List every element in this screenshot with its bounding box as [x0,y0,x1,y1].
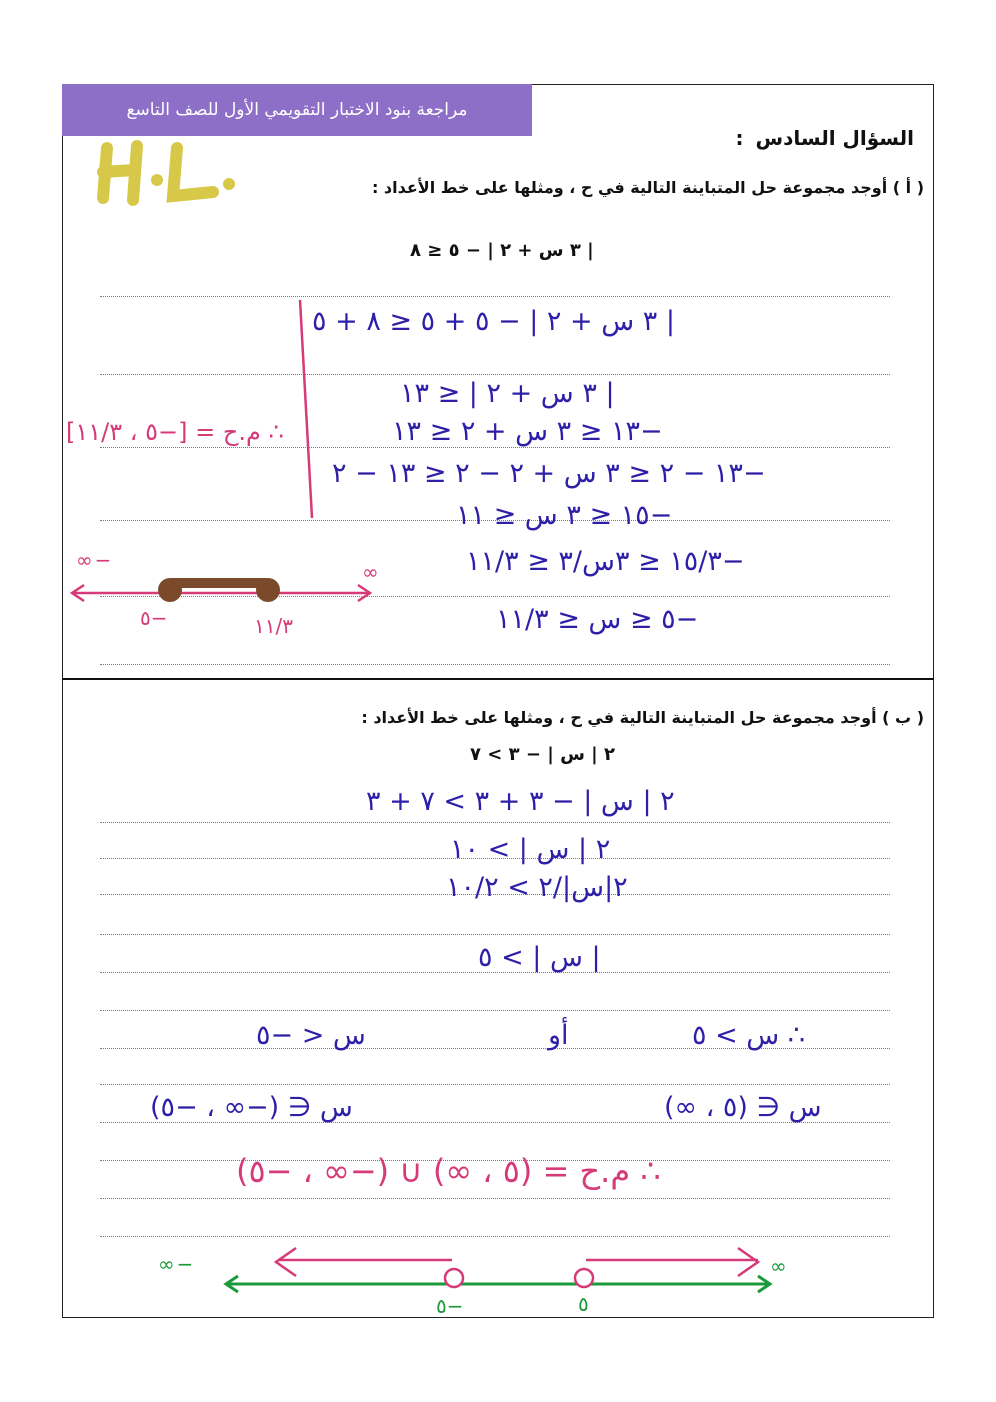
part-a-step-7: −٥ ≤ س ≤ ١١/٣ [496,604,699,635]
part-b-case-right: ∴ س > ٥ [692,1020,806,1051]
interval-bar [166,578,270,588]
part-a-inequality: | ٣ س + ٢ | − ٥ ≤ ٨ [410,240,594,261]
part-a-prompt: ( أ ) أوجد مجموعة حل المتباينة التالية في ح ، ومثلها على خط الأعداد : [371,178,924,197]
part-b-interval-right: س ∈ (٥ ، ∞) [664,1092,822,1123]
part-b-nl-point-left: −٥ [436,1294,464,1318]
part-a-nl-point-left: −٥ [140,606,168,630]
part-a-step-5: −١٥ ≤ ٣ س ≤ ١١ [456,500,673,531]
part-b-solution-set: ∴ م.ح = (٥ ، ∞) ∪ (−∞ ، −٥) [236,1152,661,1190]
closed-point-right [256,578,280,602]
part-b-case-left: س < −٥ [256,1020,366,1051]
question-title-colon: : [735,126,744,150]
part-a-solution-set: ∴ م.ح = [−٥ ، ١١/٣] [66,418,284,446]
open-point-left [445,1269,463,1287]
part-b-inequality: ٢ | س | − ٣ > ٧ [470,744,616,765]
part-b-step-1: ٢ | س | − ٣ + ٣ > ٧ + ٣ [366,786,675,817]
part-a-step-6: −١٥/٣ ≤ ٣س/٣ ≤ ١١/٣ [466,546,745,577]
part-a-number-line [72,578,370,602]
logo-text: H.L. [95,140,97,141]
part-a-step-3: −١٣ ≤ ٣ س + ٢ ≤ ١٣ [392,416,663,447]
part-a-nl-left-label: −∞ [76,548,114,572]
part-a-step-4: −١٣ − ٢ ≤ ٣ س + ٢ − ٢ ≤ ١٣ − ٢ [332,458,766,489]
part-a-step-1: | ٣ س + ٢ | − ٥ + ٥ ≤ ٨ + ٥ [312,306,675,337]
part-b-step-4: | س | > ٥ [478,942,601,973]
part-a-nl-right-label: ∞ [362,560,381,584]
part-b-interval-left: س ∈ (−∞ ، −٥) [150,1092,353,1123]
part-a-step-2: | ٣ س + ٢ | ≤ ١٣ [400,378,615,409]
part-b-step-2: ٢ | س | > ١٠ [450,834,611,865]
part-b-step-3: ٢|س|/٢ > ١٠/٢ [446,872,628,903]
part-b-nl-point-right: ٥ [578,1292,589,1316]
closed-point-left [158,578,182,602]
part-a-nl-point-right: ١١/٣ [254,614,293,638]
part-b-nl-right-label: ∞ [770,1254,789,1278]
part-b-case-or: أو [548,1020,569,1051]
part-b-prompt: ( ب ) أوجد مجموعة حل المتباينة التالية في ح ، ومثلها على خط الأعداد : [361,708,924,727]
question-title-text: السؤال السادس [755,126,914,150]
part-b-number-line [226,1248,770,1292]
part-b-nl-left-label: −∞ [158,1252,196,1276]
open-point-right [575,1269,593,1287]
pink-vertical-divider [300,300,312,518]
header-banner-text: مراجعة بنود الاختبار التقويمي الأول للصف التاسع [126,100,468,120]
